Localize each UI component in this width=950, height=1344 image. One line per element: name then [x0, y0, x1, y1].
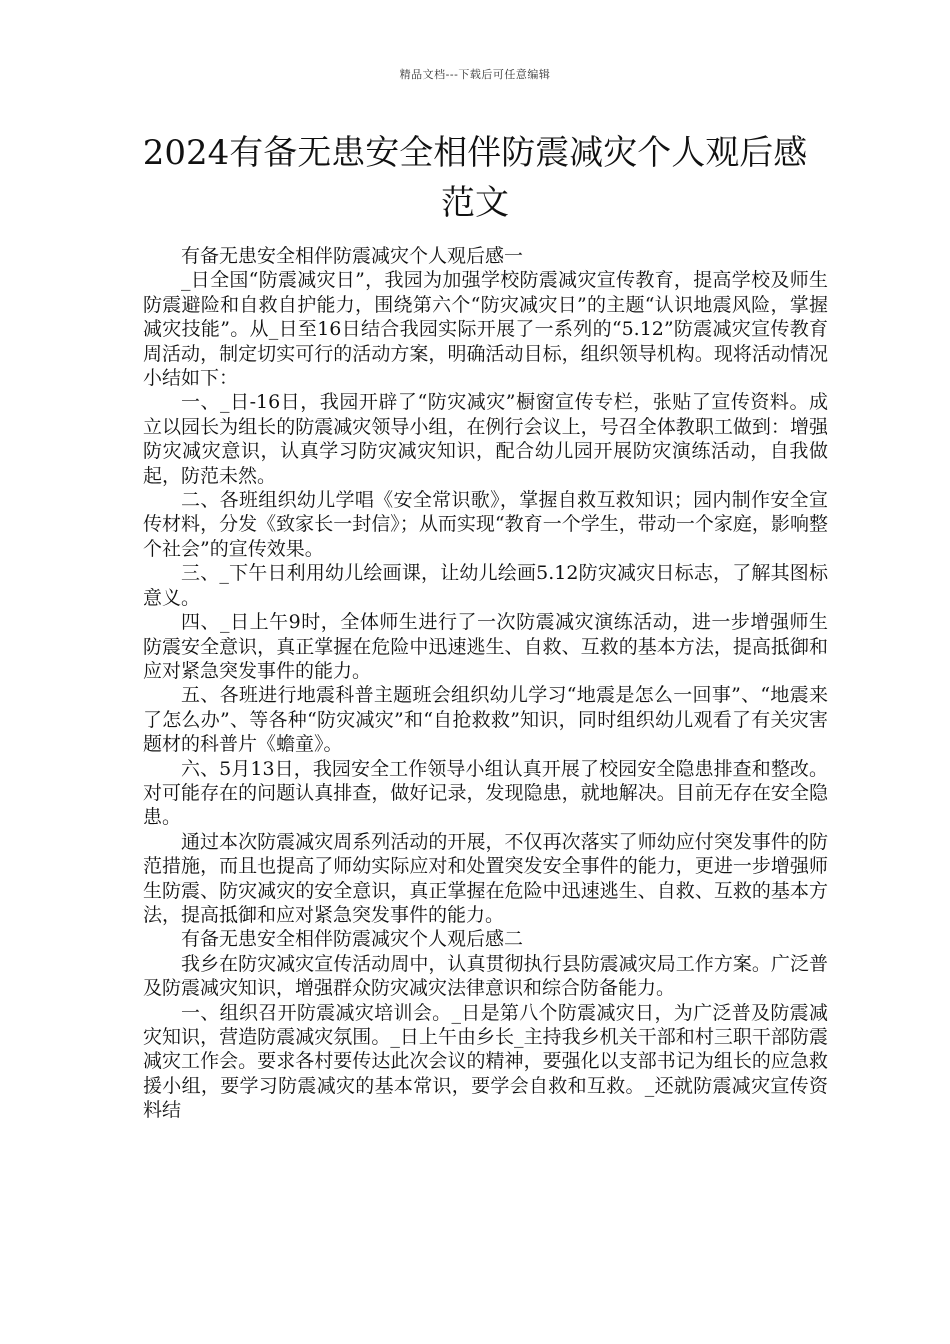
paragraph: 一、_日-16日，我园开辟了“防灾减灾”橱窗宣传专栏，张贴了宣传资料。成立以园长为组长的防震减灾领导小组，在例行会议上，号召全体教职工做到：增强防灾减灾意识，认真学习防灾减灾知识，配合幼儿园开展防灾演练活动，自我做起，防范未然。: [143, 391, 828, 487]
paragraph: _日全国“防震减灾日”，我园为加强学校防震减灾宣传教育，提高学校及师生防震避险和自救自护能力，围绕第六个“防灾减灾日”的主题“认识地震风险，掌握减灾技能”。从_日至16日结合我园实际开展了一系列的“5.12”防震减灾宣传教育周活动，制定切实可行的活动方案，明确活动目标，组织领导机构。现将活动情况小结如下：: [143, 269, 828, 390]
document-title: 2024有备无患安全相伴防震减灾个人观后感范文: [142, 133, 808, 223]
section-heading: 有备无患安全相伴防震减灾个人观后感一: [181, 245, 524, 267]
paragraph: 通过本次防震减灾周系列活动的开展，不仅再次落实了师幼应付突发事件的防范措施，而且也提高了师幼实际应对和处置突发安全事件的能力，更进一步增强师生防震、防灾减灾的安全意识，真正掌握在危险中迅速逃生、自救、互救的基本方法，提高抵御和应对紧急突发事件的能力。: [143, 830, 828, 926]
section-heading: 有备无患安全相伴防震减灾个人观后感二: [181, 928, 524, 951]
paragraph: 四、_日上午9时，全体师生进行了一次防震减灾演练活动，进一步增强师生防震安全意识，真正掌握在危险中迅速逃生、自救、互救的基本方法，提高抵御和应对紧急突发事件的能力。: [143, 611, 828, 682]
paragraph: 二、各班组织幼儿学唱《安全常识歌》，掌握自救互救知识；园内制作安全宣传材料，分发《致家长一封信》；从而实现“教育一个学生，带动一个家庭，影响整个社会”的宣传效果。: [143, 489, 828, 560]
header-note: 精品文档---下载后可任意编辑: [399, 68, 551, 81]
paragraph: 六、5月13日，我园安全工作领导小组认真开展了校园安全隐患排查和整改。对可能存在的问题认真排查，做好记录，发现隐患，就地解决。目前无存在安全隐患。: [143, 757, 828, 829]
paragraph: 我乡在防灾减灾宣传活动周中，认真贯彻执行县防震减灾局工作方案。广泛普及防震减灾知识，增强群众防灾减灾法律意识和综合防备能力。: [143, 952, 828, 1000]
paragraph: 三、_下午日利用幼儿绘画课，让幼儿绘画5.12防灾减灾日标志，了解其图标意义。: [143, 562, 828, 609]
paragraph: 五、各班进行地震科普主题班会组织幼儿学习“地震是怎么一回事”、“地震来了怎么办”、等各种“防灾减灾”和“自抢救救”知识，同时组织幼儿观看了有关灾害题材的科普片《蟾童》。: [143, 684, 828, 756]
paragraph: 一、组织召开防震减灾培训会。_日是第八个防震减灾日，为广泛普及防震减灾知识，营造防震减灾氛围。_日上午由乡长_主持我乡机关干部和村三职干部防震减灾工作会。要求各村要传达此次会议的精神，要强化以支部书记为组长的应急救援小组，要学习防震减灾的基本常识，要学会自救和互救。_还就防震减灾宣传资料结: [143, 1001, 828, 1122]
document-body: [143, 244, 828, 1123]
